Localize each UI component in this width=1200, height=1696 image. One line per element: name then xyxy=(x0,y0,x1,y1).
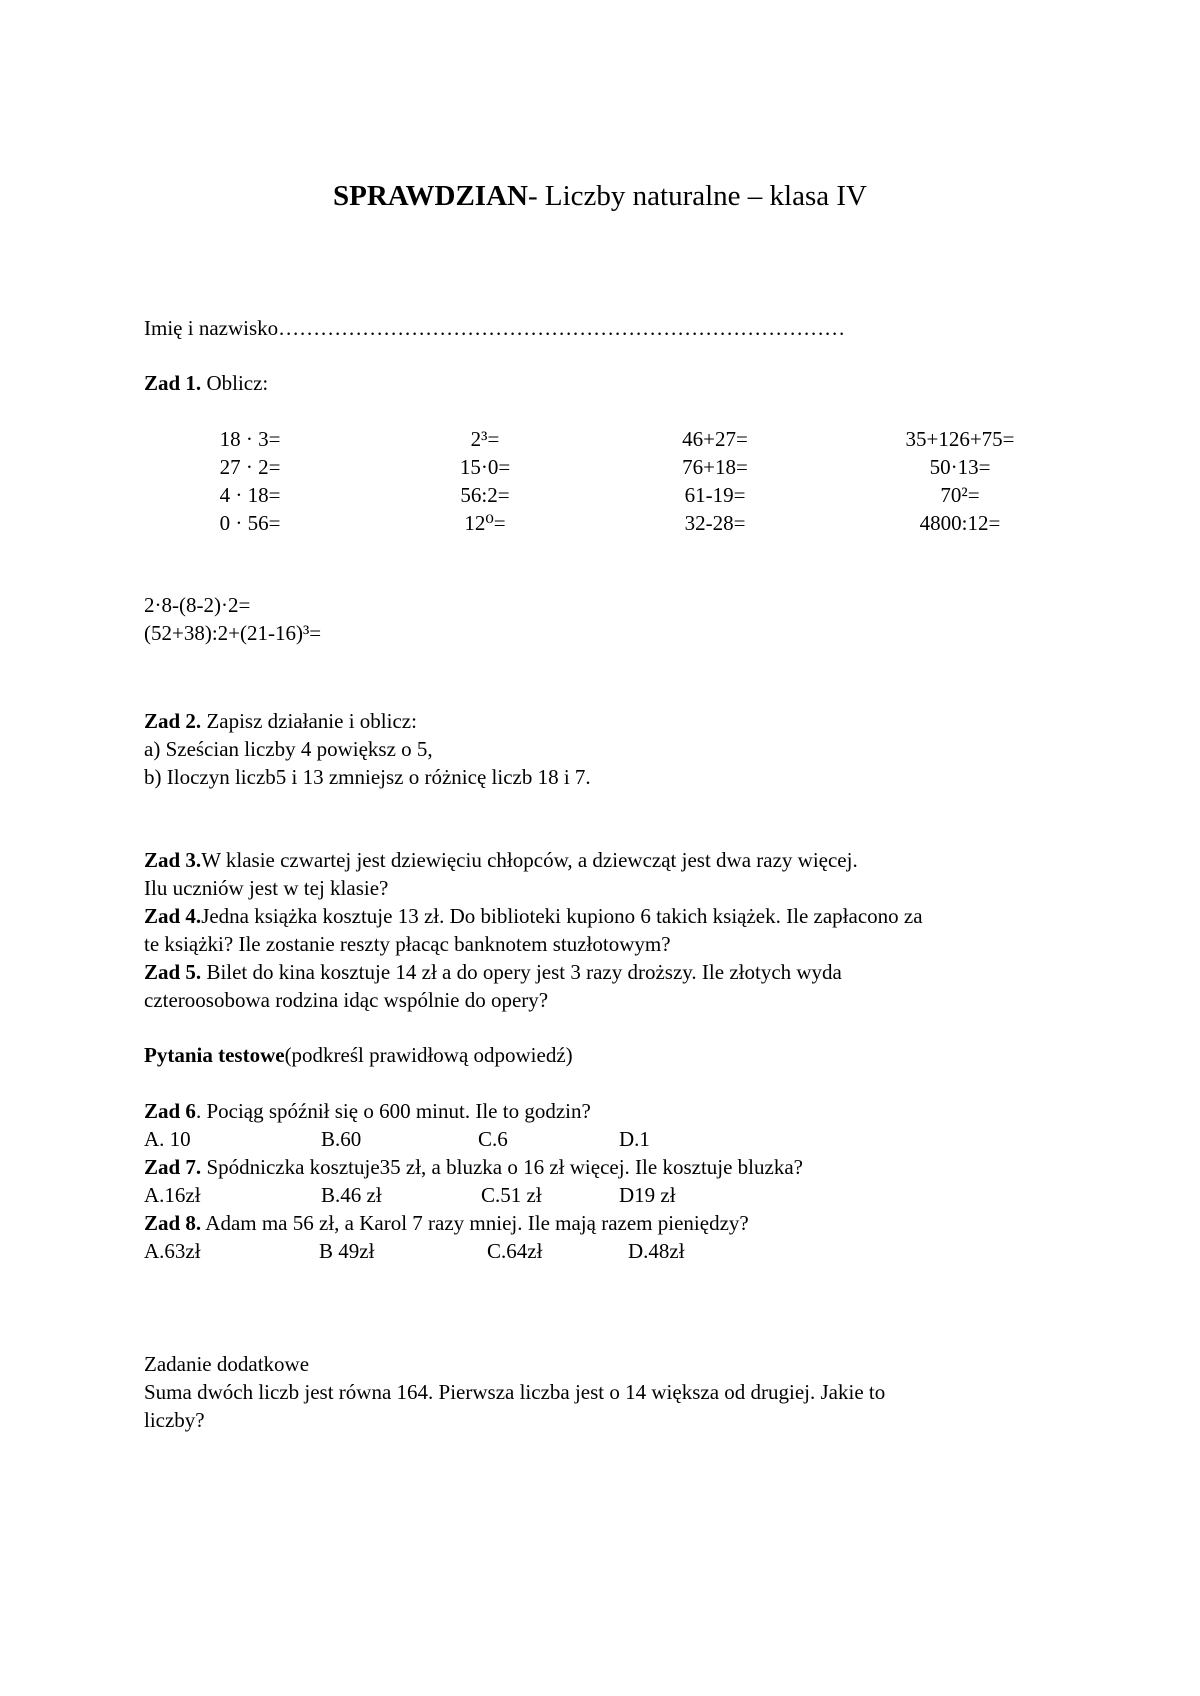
zad1-cell: 70²= xyxy=(940,483,980,507)
answer-option[interactable]: B 49zł xyxy=(319,1239,375,1263)
title-rest: - Liczby naturalne – klasa IV xyxy=(527,180,867,212)
zad6-label: Zad 6 xyxy=(144,1099,196,1123)
answer-option[interactable]: A.16zł xyxy=(144,1183,201,1207)
zad1-cell: 56:2= xyxy=(460,483,510,507)
zad5-label: Zad 5. xyxy=(144,960,202,984)
zad1-cell: 35+126+75= xyxy=(905,427,1015,451)
answer-option[interactable]: A.63zł xyxy=(144,1239,201,1263)
zad1-cell: 2³= xyxy=(470,427,500,451)
zad1-cell: 46+27= xyxy=(682,427,748,451)
zad6-text: . Pociąg spóźnił się o 600 minut. Ile to godzin? xyxy=(195,1099,591,1123)
zad1-extra-expression: 2·8-(8-2)·2= xyxy=(144,593,251,617)
zad7-options xyxy=(0,1181,1200,1209)
zad5-text: Bilet do kina kosztuje 14 zł a do opery jest 3 razy droższy. Ile złotych wyda xyxy=(201,960,842,984)
test-text: (podkreśl prawidłową odpowiedź) xyxy=(284,1043,573,1067)
zad1-cell: 15·0= xyxy=(459,455,511,479)
zad2-item-b: b) Iloczyn liczb5 i 13 zmniejsz o różnicę liczb 18 i 7. xyxy=(144,765,591,789)
zad1-cell: 50·13= xyxy=(929,455,991,479)
answer-option[interactable]: D.48zł xyxy=(628,1239,685,1263)
zad1-cell: 4 · 18= xyxy=(219,483,281,507)
answer-option[interactable]: B.46 zł xyxy=(321,1183,382,1207)
zad1-cell: 32-28= xyxy=(684,511,746,535)
test-label: Pytania testowe xyxy=(144,1043,285,1067)
zad1-cell: 76+18= xyxy=(682,455,748,479)
zad6-options xyxy=(0,1125,1200,1153)
answer-option[interactable]: C.51 zł xyxy=(481,1183,542,1207)
zad3-line-2: Ilu uczniów jest w tej klasie? xyxy=(144,876,389,900)
zad6-question xyxy=(144,1097,591,1125)
zad8-text: Adam ma 56 zł, a Karol 7 razy mniej. Ile mają razem pieniędzy? xyxy=(201,1211,749,1235)
zad2-label: Zad 2. xyxy=(144,709,202,733)
zad7-question xyxy=(144,1153,803,1181)
zad1-grid-row xyxy=(0,453,1200,481)
zad1-grid-row xyxy=(0,509,1200,537)
bonus-title: Zadanie dodatkowe xyxy=(144,1352,310,1376)
zad1-label: Zad 1. xyxy=(144,371,202,395)
zad1-cell: 61-19= xyxy=(684,483,746,507)
answer-option[interactable]: C.64zł xyxy=(487,1239,543,1263)
zad1-cell: 4800:12= xyxy=(919,511,1001,535)
zad8-label: Zad 8. xyxy=(144,1211,202,1235)
zad2-item-a: a) Sześcian liczby 4 powiększ o 5, xyxy=(144,737,433,761)
zad3-label: Zad 3. xyxy=(144,848,202,872)
zad1-heading xyxy=(144,369,268,397)
zad1-extra-expression: (52+38):2+(21-16)³= xyxy=(144,621,322,645)
zad2-heading xyxy=(144,707,417,735)
zad1-cell: 0 · 56= xyxy=(219,511,281,535)
zad3-line xyxy=(144,846,858,874)
zad5-line-2: czteroosobowa rodzina idąc wspólnie do opery? xyxy=(144,988,549,1012)
zad8-options xyxy=(0,1237,1200,1265)
name-line: Imię i nazwisko……………………………………………………………………… xyxy=(144,316,846,340)
zad1-cell: 18 · 3= xyxy=(219,427,281,451)
answer-option[interactable]: D19 zł xyxy=(619,1183,676,1207)
zad8-question xyxy=(144,1209,749,1237)
answer-option[interactable]: C.6 xyxy=(478,1127,508,1151)
zad1-cell: 12⁰= xyxy=(464,511,506,535)
title-bold: SPRAWDZIAN xyxy=(333,180,528,212)
zad2-text: Zapisz działanie i oblicz: xyxy=(201,709,417,733)
zad1-grid-row xyxy=(0,425,1200,453)
zad7-text: Spódniczka kosztuje35 zł, a bluzka o 16 zł więcej. Ile kosztuje bluzka? xyxy=(201,1155,803,1179)
test-heading xyxy=(144,1041,573,1069)
zad4-text: Jedna książka kosztuje 13 zł. Do biblioteki kupiono 6 takich książek. Ile zapłacono za xyxy=(201,904,923,928)
page-title xyxy=(0,178,1200,214)
zad3-text: W klasie czwartej jest dziewięciu chłopców, a dziewcząt jest dwa razy więcej. xyxy=(201,848,858,872)
bonus-text: Suma dwóch liczb jest równa 164. Pierwsza liczba jest o 14 większa od drugiej. Jakie to xyxy=(144,1380,886,1404)
zad1-text: Oblicz: xyxy=(201,371,269,395)
zad5-line xyxy=(144,958,842,986)
zad4-label: Zad 4. xyxy=(144,904,202,928)
zad4-line-2: te książki? Ile zostanie reszty płacąc banknotem stuzłotowym? xyxy=(144,932,671,956)
answer-option[interactable]: B.60 xyxy=(321,1127,362,1151)
answer-option[interactable]: D.1 xyxy=(619,1127,650,1151)
zad4-line xyxy=(144,902,923,930)
zad1-grid-row xyxy=(0,481,1200,509)
bonus-text-2: liczby? xyxy=(144,1408,205,1432)
zad7-label: Zad 7. xyxy=(144,1155,202,1179)
zad1-cell: 27 · 2= xyxy=(219,455,281,479)
answer-option[interactable]: A. 10 xyxy=(144,1127,191,1151)
